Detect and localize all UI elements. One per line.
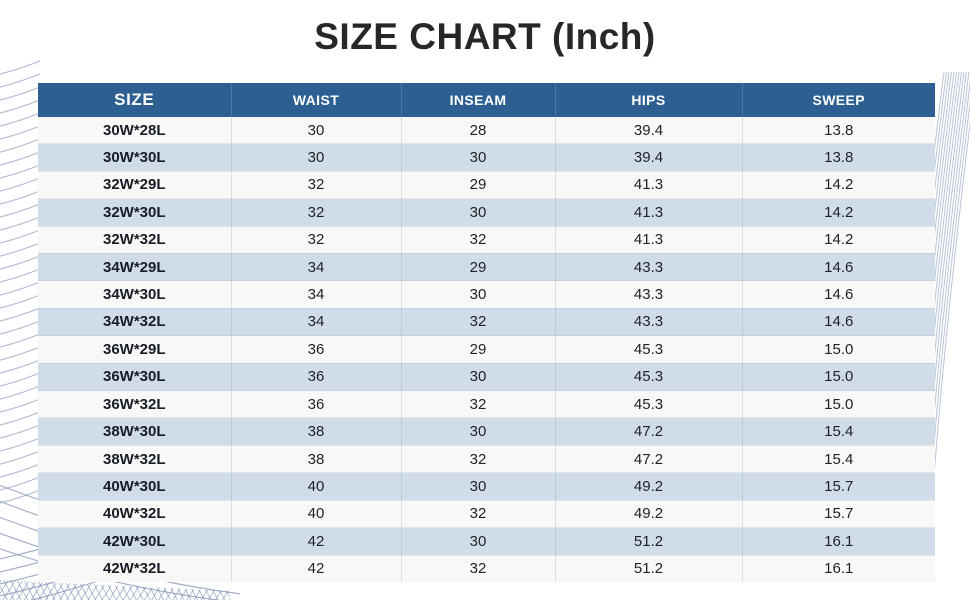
sweep-cell: 15.0 — [742, 336, 935, 363]
size-cell: 32W*29L — [38, 171, 231, 198]
inseam-cell: 32 — [401, 308, 555, 335]
inseam-cell: 29 — [401, 171, 555, 198]
sweep-cell: 13.8 — [742, 144, 935, 171]
size-cell: 34W*32L — [38, 308, 231, 335]
table-row — [38, 445, 935, 472]
sweep-cell: 15.0 — [742, 391, 935, 418]
waist-cell: 30 — [231, 144, 401, 171]
size-cell: 30W*28L — [38, 117, 231, 144]
waist-cell: 34 — [231, 253, 401, 280]
inseam-cell: 30 — [401, 528, 555, 555]
sweep-cell: 15.4 — [742, 418, 935, 445]
size-cell: 40W*32L — [38, 500, 231, 527]
table-row — [38, 363, 935, 390]
hips-cell: 39.4 — [555, 117, 742, 144]
waist-cell: 36 — [231, 336, 401, 363]
sweep-cell: 14.2 — [742, 226, 935, 253]
header-row — [38, 83, 935, 117]
table-row — [38, 117, 935, 144]
hips-cell: 45.3 — [555, 363, 742, 390]
size-cell: 34W*30L — [38, 281, 231, 308]
sweep-cell: 14.6 — [742, 253, 935, 280]
waist-cell: 40 — [231, 473, 401, 500]
inseam-cell: 32 — [401, 391, 555, 418]
column-header-sweep: SWEEP — [742, 83, 935, 117]
inseam-cell: 28 — [401, 117, 555, 144]
inseam-cell: 30 — [401, 418, 555, 445]
table-row — [38, 308, 935, 335]
sweep-cell: 14.2 — [742, 199, 935, 226]
inseam-cell: 29 — [401, 253, 555, 280]
hips-cell: 43.3 — [555, 253, 742, 280]
size-cell: 42W*30L — [38, 528, 231, 555]
waist-cell: 42 — [231, 528, 401, 555]
table-row — [38, 144, 935, 171]
sweep-cell: 15.4 — [742, 445, 935, 472]
hips-cell: 47.2 — [555, 445, 742, 472]
hips-cell: 43.3 — [555, 281, 742, 308]
sweep-cell: 15.7 — [742, 473, 935, 500]
waist-cell: 32 — [231, 171, 401, 198]
waist-cell: 34 — [231, 308, 401, 335]
size-cell: 36W*29L — [38, 336, 231, 363]
decorative-swoosh-lines-right-icon — [934, 72, 970, 512]
table-row — [38, 281, 935, 308]
hips-cell: 45.3 — [555, 391, 742, 418]
table-row — [38, 171, 935, 198]
inseam-cell: 30 — [401, 144, 555, 171]
waist-cell: 36 — [231, 363, 401, 390]
sweep-cell: 14.6 — [742, 308, 935, 335]
waist-cell: 42 — [231, 555, 401, 582]
inseam-cell: 30 — [401, 473, 555, 500]
hips-cell: 39.4 — [555, 144, 742, 171]
column-header-waist: WAIST — [231, 83, 401, 117]
sweep-cell: 16.1 — [824, 560, 854, 578]
table-row — [38, 253, 935, 280]
hips-cell: 41.3 — [555, 226, 742, 253]
sweep-cell: 16.1 — [742, 528, 935, 555]
inseam-cell: 32 — [401, 226, 555, 253]
waist-cell: 36 — [231, 391, 401, 418]
column-header-size: SIZE — [38, 83, 231, 117]
hips-cell: 51.2 — [555, 528, 742, 555]
decorative-hatch-bottom-left-icon — [0, 580, 230, 600]
table-body — [38, 117, 935, 582]
column-header-hips: HIPS — [555, 83, 742, 117]
waist-cell: 34 — [231, 281, 401, 308]
size-cell: 32W*32L — [38, 226, 231, 253]
hips-cell: 51.2 — [555, 555, 742, 582]
waist-cell: 32 — [231, 199, 401, 226]
inseam-cell: 29 — [401, 336, 555, 363]
size-cell: 38W*32L — [38, 445, 231, 472]
table-row — [38, 500, 935, 527]
hips-cell: 45.3 — [555, 336, 742, 363]
sweep-cell: 15.0 — [742, 363, 935, 390]
table-row — [38, 555, 935, 582]
sweep-cell: 14.6 — [742, 281, 935, 308]
hips-cell: 41.3 — [555, 199, 742, 226]
table-header — [38, 83, 935, 117]
inseam-cell: 30 — [401, 281, 555, 308]
hips-cell: 47.2 — [555, 418, 742, 445]
sweep-cell: 14.2 — [742, 171, 935, 198]
hips-cell: 49.2 — [555, 473, 742, 500]
size-chart-table — [38, 83, 935, 582]
size-cell: 36W*32L — [38, 391, 231, 418]
size-cell: 34W*29L — [38, 253, 231, 280]
waist-cell: 38 — [231, 418, 401, 445]
table-row — [38, 418, 935, 445]
page-title: SIZE CHART (Inch) — [314, 16, 656, 57]
size-cell: 40W*30L — [38, 473, 231, 500]
hips-cell: 41.3 — [555, 171, 742, 198]
decorative-wave-lines-left-icon — [0, 55, 40, 600]
hips-cell: 49.2 — [555, 500, 742, 527]
size-cell: 38W*30L — [38, 418, 231, 445]
waist-cell: 38 — [231, 445, 401, 472]
waist-cell: 32 — [231, 226, 401, 253]
sweep-cell: 13.8 — [742, 117, 935, 144]
sweep-cell: 15.7 — [742, 500, 935, 527]
column-header-inseam: INSEAM — [401, 83, 555, 117]
table-row — [38, 226, 935, 253]
inseam-cell: 32 — [401, 500, 555, 527]
inseam-cell: 32 — [401, 445, 555, 472]
size-cell: 36W*30L — [38, 363, 231, 390]
inseam-cell: 32 — [401, 555, 555, 582]
size-cell: 32W*30L — [38, 199, 231, 226]
table-row — [38, 199, 935, 226]
size-cell: 42W*32L — [38, 555, 231, 582]
table-row — [38, 473, 935, 500]
size-cell: 30W*30L — [38, 144, 231, 171]
table-row — [38, 336, 935, 363]
inseam-cell: 30 — [401, 199, 555, 226]
waist-cell: 30 — [231, 117, 401, 144]
waist-cell: 40 — [231, 500, 401, 527]
inseam-cell: 30 — [401, 363, 555, 390]
table-row — [38, 391, 935, 418]
table-row — [38, 528, 935, 555]
hips-cell: 43.3 — [555, 308, 742, 335]
